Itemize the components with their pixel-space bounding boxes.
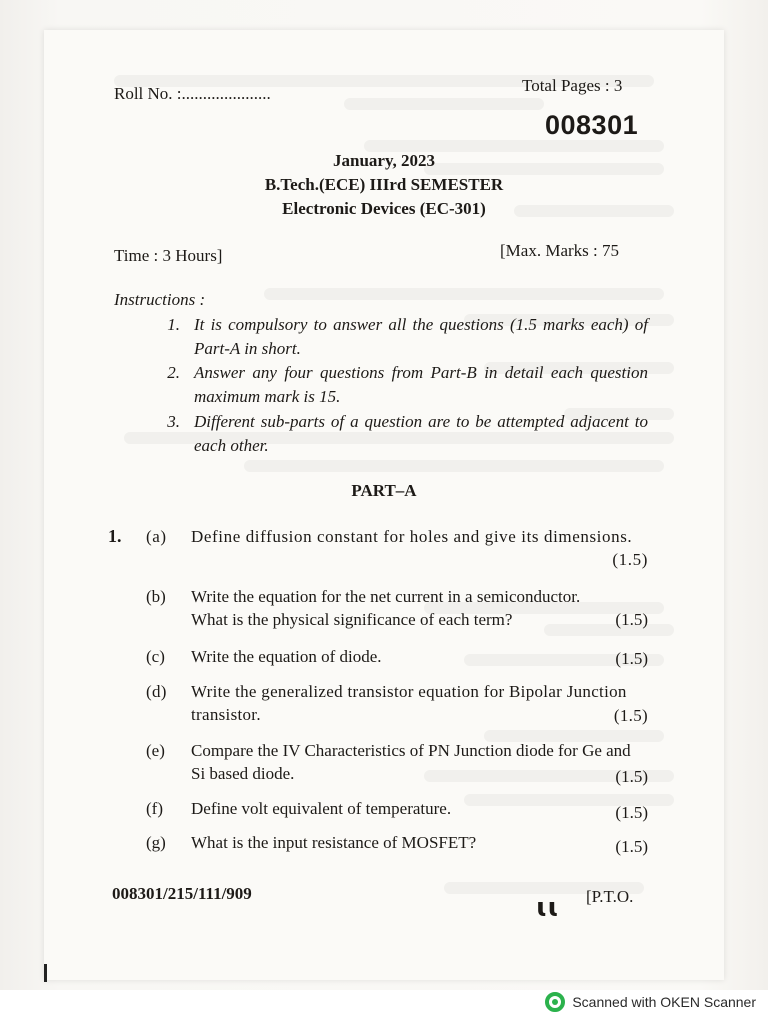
subquestion-f: [146, 797, 648, 820]
subquestion-a: [146, 525, 648, 571]
subquestion-marks: (1.5): [613, 706, 648, 725]
subquestion-label: (f): [146, 799, 163, 818]
part-a-heading: PART–A: [351, 481, 417, 500]
scanner-watermark-text: Scanned with OKEN Scanner: [572, 994, 756, 1010]
handwritten-mark: ɩɩ: [536, 893, 559, 923]
subquestion-marks: (1.5): [615, 837, 648, 856]
subquestion-marks: (1.5): [615, 767, 648, 786]
subquestion-label: (e): [146, 741, 165, 760]
scanner-watermark: [544, 991, 756, 1013]
subject-title: Electronic Devices (EC-301): [282, 199, 486, 218]
subquestion-d: [146, 680, 648, 726]
subquestion-text: Compare the IV Characteristics of PN Junction diode for Ge and Si based diode.: [191, 741, 631, 783]
subquestion-marks: (1.5): [615, 610, 648, 629]
subquestion-text: Write the equation for the net current in a semiconductor. What is the physical significance of each term?: [191, 587, 581, 629]
subquestion-b: [146, 585, 648, 631]
subquestion-label: (c): [146, 647, 165, 666]
max-marks: [Max. Marks : 75: [500, 241, 619, 260]
exam-duration: Time : 3 Hours]: [114, 246, 223, 265]
roll-number-field: Roll No. :.....................: [114, 84, 271, 103]
paper-code: 008301: [545, 110, 639, 140]
subquestion-text: Write the generalized transistor equation for Bipolar Junction transistor.: [191, 682, 627, 724]
page-turn-over: [P.T.O.: [586, 887, 634, 906]
instruction-number: 3.: [167, 412, 180, 431]
margin-mark: [44, 964, 47, 982]
subquestion-marks: (1.5): [612, 550, 648, 569]
subquestion-marks: (1.5): [615, 803, 648, 822]
instruction-item: [114, 313, 648, 361]
course-title: B.Tech.(ECE) IIIrd SEMESTER: [264, 175, 504, 194]
total-pages: Total Pages : 3: [522, 76, 623, 95]
instruction-text: It is compulsory to answer all the questions (1.5 marks each) of Part-A in short.: [194, 315, 648, 358]
subquestion-e: [146, 739, 648, 785]
instruction-number: 1.: [167, 315, 180, 334]
subquestion-c: [146, 645, 648, 668]
subquestion-label: (g): [146, 833, 166, 852]
subquestion-g: [146, 831, 648, 854]
footer-paper-code: 008301/215/111/909: [112, 884, 252, 903]
question-number: 1.: [108, 526, 122, 546]
oken-logo-icon: [544, 991, 566, 1013]
instruction-item: [114, 410, 648, 458]
subquestion-text: Write the equation of diode.: [191, 647, 382, 666]
instruction-number: 2.: [167, 363, 180, 382]
subquestion-text: Define volt equivalent of temperature.: [191, 799, 452, 818]
instruction-text: Answer any four questions from Part-B in detail each question maximum mark is 15.: [194, 363, 648, 406]
instruction-item: [114, 361, 648, 409]
instruction-text: Different sub-parts of a question are to be attempted adjacent to each other.: [194, 412, 648, 455]
subquestion-label: (a): [146, 527, 167, 546]
subquestion-label: (b): [146, 587, 166, 606]
subquestion-text: Define diffusion constant for holes and give its dimensions.: [191, 527, 633, 546]
subquestion-marks: (1.5): [615, 649, 648, 668]
exam-date: January, 2023: [332, 151, 436, 170]
instructions-heading: Instructions :: [114, 290, 206, 309]
subquestion-text: What is the input resistance of MOSFET?: [191, 833, 477, 852]
subquestion-label: (d): [146, 682, 167, 701]
